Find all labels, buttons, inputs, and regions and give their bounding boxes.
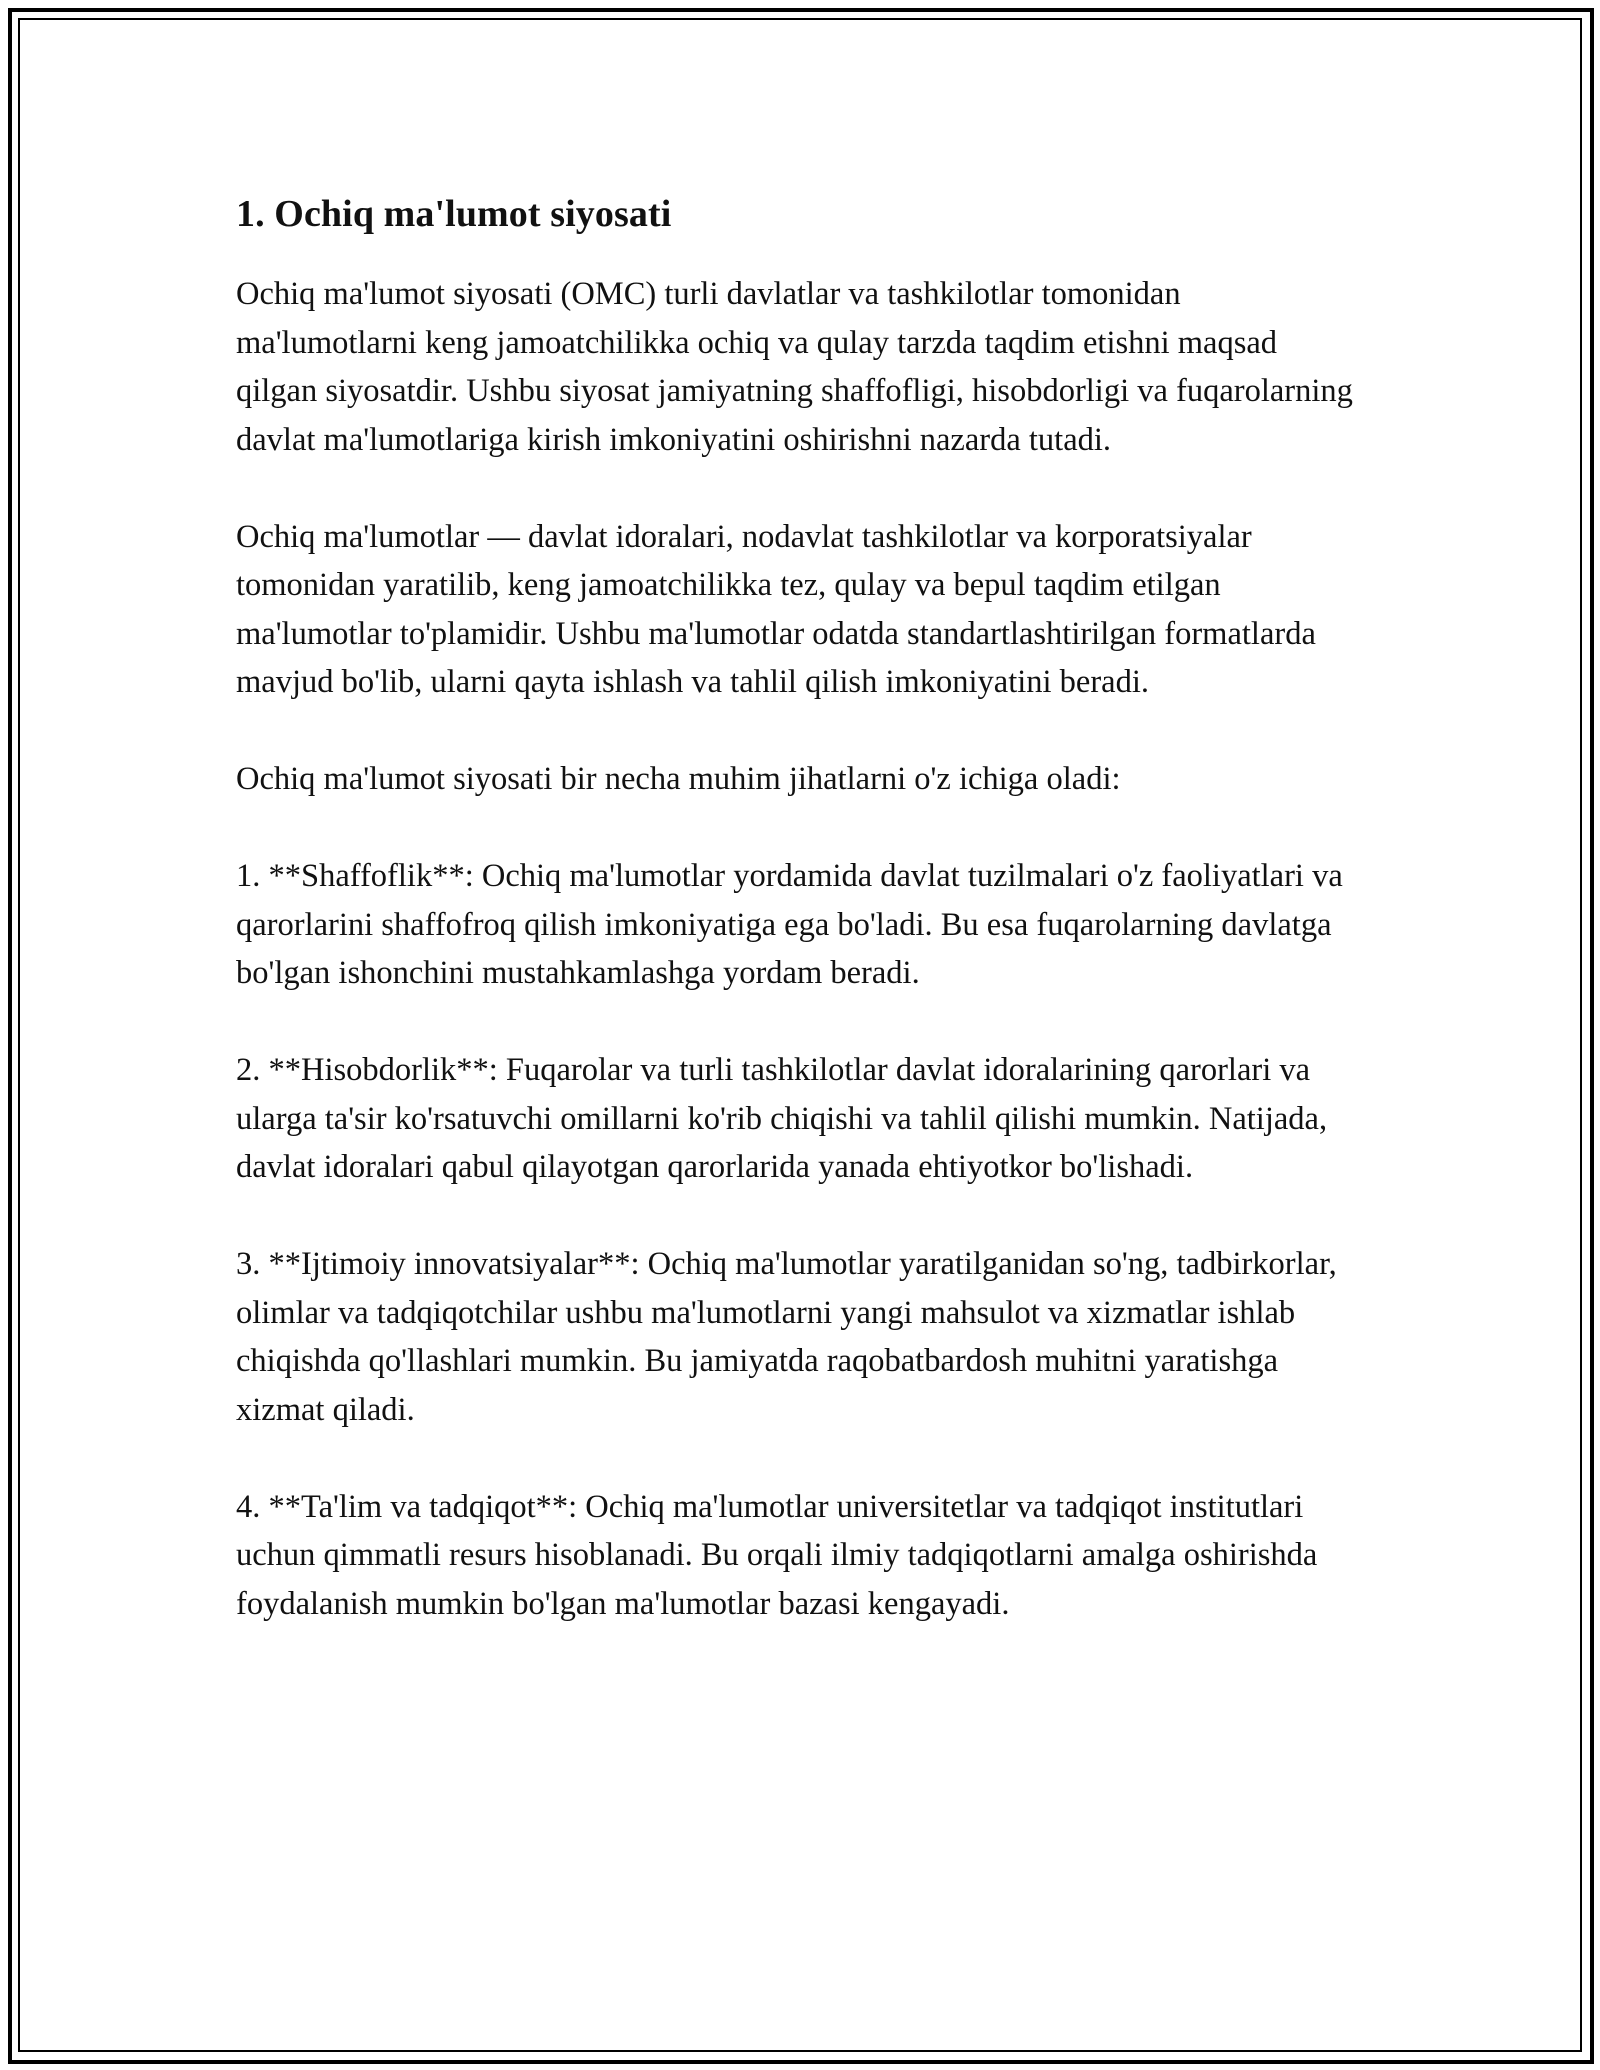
document-title: 1. Ochiq ma'lumot siyosati <box>236 193 672 235</box>
document-body <box>236 188 1366 1677</box>
paragraph-intro: Ochiq ma'lumot siyosati (OMC) turli davlatlar va tashkilotlar tomonidan ma'lumotlarni keng jamoatchilikka ochiq va qulay tarzda taqdim etishni maqsad qilgan siyosatdir. Ushbu siyosat jamiyatning shaffofligi, hisobdorligi va fuqarolarning davlat ma'lumotlariga kirish imkoniyatini oshirishni nazarda tutadi. <box>236 276 1353 458</box>
list-item-accountability: 2. **Hisobdorlik**: Fuqarolar va turli tashkilotlar davlat idoralarining qarorlari va ularga ta'sir ko'rsatuvchi omillarni ko'rib chiqishi va tahlil qilishi mumkin. Natijada, davlat idoralari qabul qilayotgan qarorlarida yanada ehtiyotkor bo'lishadi. <box>236 1052 1328 1185</box>
list-item-social-innovation: 3. **Ijtimoiy innovatsiyalar**: Ochiq ma'lumotlar yaratilganidan so'ng, tadbirkorlar, olimlar va tadqiqotchilar ushbu ma'lumotlarni yangi mahsulot va xizmatlar ishlab chiqishda qo'llashlari mumkin. Bu jamiyatda raqobatbardosh muhitni yaratishga xizmat qiladi. <box>236 1246 1337 1428</box>
paragraph-definition: Ochiq ma'lumotlar — davlat idoralari, nodavlat tashkilotlar va korporatsiyalar tomonidan yaratilib, keng jamoatchilikka tez, qulay va bepul taqdim etilgan ma'lumotlar to'plamidir. Ushbu ma'lumotlar odatda standartlashtirilgan formatlarda mavjud bo'lib, ularni qayta ishlash va tahlil qilish imkoniyatini beradi. <box>236 518 1316 700</box>
list-item-education-research: 4. **Ta'lim va tadqiqot**: Ochiq ma'lumotlar universitetlar va tadqiqot institutlari uchun qimmatli resurs hisoblanadi. Bu orqali ilmiy tadqiqotlarni amalga oshirishda foydalanish mumkin bo'lgan ma'lumotlar bazasi kengayadi. <box>236 1488 1318 1622</box>
paragraph-aspects-lead: Ochiq ma'lumot siyosati bir necha muhim jihatlarni o'z ichiga oladi: <box>236 761 1121 797</box>
list-item-transparency: 1. **Shaffoflik**: Ochiq ma'lumotlar yordamida davlat tuzilmalari o'z faoliyatlari va qarorlarini shaffofroq qilish imkoniyatiga ega bo'ladi. Bu esa fuqarolarning davlatga bo'lgan ishonchini mustahkamlashga yordam beradi. <box>236 858 1343 991</box>
